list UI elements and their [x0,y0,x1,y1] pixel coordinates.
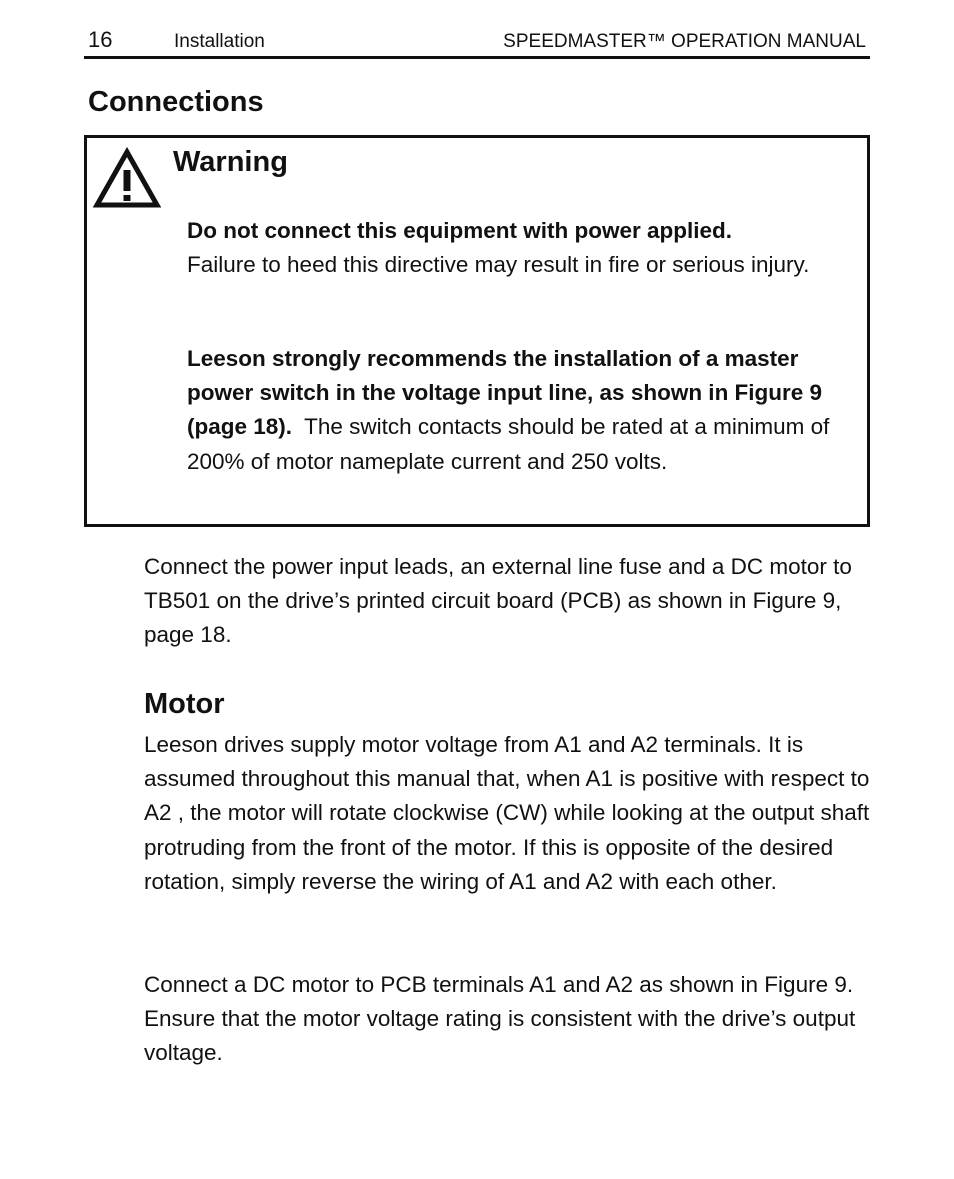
warning-box [84,135,870,527]
motor-heading: Motor [144,688,225,720]
warning-switch-text: The switch contacts should be rated at a minimum of 200% of motor nameplate current and 250 volts. [187,414,830,474]
warning-title: Warning [173,146,288,178]
warning-power-text: Failure to heed this directive may result in fire or serious injury. [187,252,810,278]
warning-power-bold: Do not connect this equipment with power applied. [187,218,733,243]
warning-paragraph-switch [187,342,867,479]
page-number: 16 [88,27,113,52]
motor-paragraph-rotation: Leeson drives supply motor voltage from A1 and A2 terminals. It is assumed throughout this manual that, when A1 is positive with respect to A2 , the motor will rotate clockwise (CW) while looking at the output shaft protruding from the front of the motor. If this is opposite of the desired rotation, simply reverse the wiring of A1 and A2 with each other. [144,732,870,894]
connections-heading: Connections [88,86,264,118]
warning-triangle-icon [92,146,162,210]
connect-paragraph: Connect the power input leads, an external line fuse and a DC motor to TB501 on the drive’s printed circuit board (PCB) as shown in Figure 9, page 18. [144,554,852,648]
section-label: Installation [174,31,265,52]
warning-paragraph-power [187,214,867,282]
warning-switch-bold: Leeson strongly recommends the installation of a master power switch in the voltage input line, as shown in Figure 9 (page 18). [187,346,823,440]
page-header [84,24,870,59]
motor-paragraph-connect: Connect a DC motor to PCB terminals A1 and A2 as shown in Figure 9. Ensure that the motor voltage rating is consistent with the drive’s output voltage. [144,972,856,1066]
manual-title: SPEEDMASTER™ OPERATION MANUAL [503,31,866,52]
